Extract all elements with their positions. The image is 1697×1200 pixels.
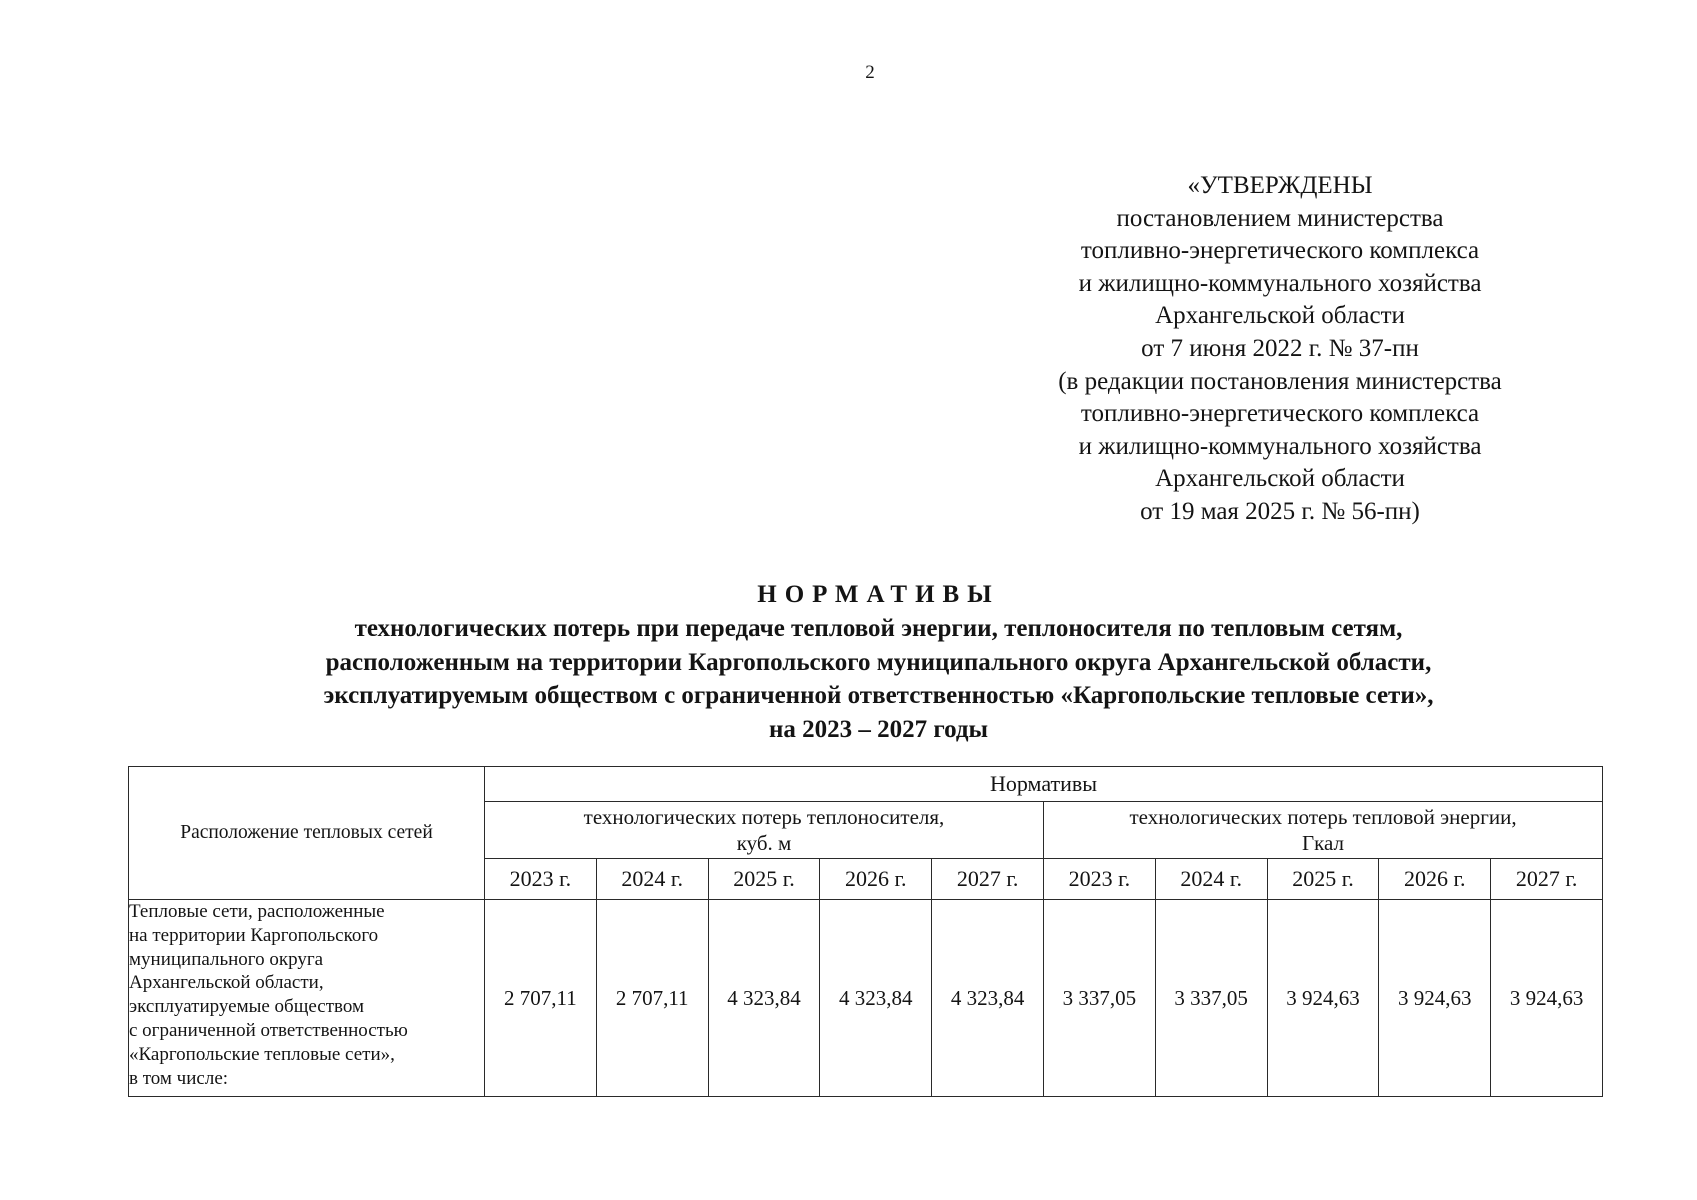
document-subtitle-line: расположенным на территории Каргопольского муниципального округа Архангельской области, <box>325 648 1432 676</box>
location-cell <box>129 900 485 1097</box>
energy-year-header: 2025 г. <box>1267 859 1379 900</box>
approval-line: топливно-энергетического комплекса <box>1080 400 1480 428</box>
page-number: 2 <box>865 62 875 83</box>
coolant-value-cell: 2 707,11 <box>596 900 708 1097</box>
approval-line: Архангельской области <box>1155 465 1405 493</box>
location-line: Тепловые сети, расположенные <box>129 901 385 922</box>
document-subtitle-line: на 2023 – 2027 годы <box>768 715 989 743</box>
approval-line: Архангельской области <box>1155 302 1405 330</box>
approval-stamp <box>1000 170 1560 529</box>
energy-losses-header <box>1043 802 1602 859</box>
location-line: Архангельской области, <box>129 972 324 994</box>
energy-year-header: 2027 г. <box>1491 859 1603 900</box>
location-line: муниципального округа <box>129 948 324 970</box>
coolant-value-cell: 2 707,11 <box>485 900 597 1097</box>
energy-header-unit: Гкал <box>1302 831 1345 855</box>
energy-value-cell: 3 924,63 <box>1267 900 1379 1097</box>
norms-header: Нормативы <box>485 767 1603 802</box>
approval-line: (в редакции постановления министерства <box>1058 367 1502 395</box>
document-heading <box>0 578 1697 746</box>
energy-year-header: 2026 г. <box>1379 859 1491 900</box>
coolant-year-header: 2026 г. <box>820 859 932 900</box>
energy-year-header: 2023 г. <box>1043 859 1155 900</box>
approval-line: и жилищно-коммунального хозяйства <box>1078 432 1482 460</box>
document-title: НОРМАТИВЫ <box>757 581 1000 608</box>
document-subtitle-line: технологических потерь при передаче тепловой энергии, теплоносителя по тепловым сетям, <box>354 615 1403 642</box>
location-line: эксплуатируемые обществом <box>129 996 365 1018</box>
norms-table <box>128 766 1603 1097</box>
energy-value-cell: 3 924,63 <box>1379 900 1491 1097</box>
coolant-year-header: 2023 г. <box>485 859 597 900</box>
approval-line: постановлением министерства <box>1116 204 1444 232</box>
coolant-year-header: 2027 г. <box>932 859 1044 900</box>
document-subtitle-line: эксплуатируемым обществом с ограниченной ответственностью «Каргопольские тепловые сети», <box>323 682 1434 709</box>
approval-line: и жилищно-коммунального хозяйства <box>1078 269 1482 297</box>
energy-value-cell: 3 337,05 <box>1043 900 1155 1097</box>
energy-value-cell: 3 924,63 <box>1491 900 1603 1097</box>
energy-value-cell: 3 337,05 <box>1155 900 1267 1097</box>
energy-year-header: 2024 г. <box>1155 859 1267 900</box>
approval-line: от 19 мая 2025 г. № 56-пн) <box>1140 497 1420 525</box>
approval-line: от 7 июня 2022 г. № 37-пн <box>1141 334 1419 362</box>
location-column-header: Расположение тепловых сетей <box>129 767 485 900</box>
approval-line: топливно-энергетического комплекса <box>1080 237 1480 265</box>
table-row <box>129 900 1603 1097</box>
coolant-value-cell: 4 323,84 <box>932 900 1044 1097</box>
coolant-header-line: технологических потерь теплоносителя, <box>583 805 945 829</box>
approval-line: «УТВЕРЖДЕНЫ <box>1187 172 1373 199</box>
table-header-row <box>129 767 1603 802</box>
location-line: на территории Каргопольского <box>129 924 379 946</box>
coolant-value-cell: 4 323,84 <box>708 900 820 1097</box>
coolant-year-header: 2024 г. <box>596 859 708 900</box>
coolant-header-unit: куб. м <box>736 831 792 855</box>
energy-header-line: технологических потерь тепловой энергии, <box>1129 805 1517 829</box>
coolant-year-header: 2025 г. <box>708 859 820 900</box>
coolant-losses-header <box>485 802 1044 859</box>
location-line: «Каргопольские тепловые сети», <box>129 1043 395 1065</box>
coolant-value-cell: 4 323,84 <box>820 900 932 1097</box>
location-line: с ограниченной ответственностью <box>129 1019 408 1041</box>
location-line: в том числе: <box>129 1067 229 1089</box>
